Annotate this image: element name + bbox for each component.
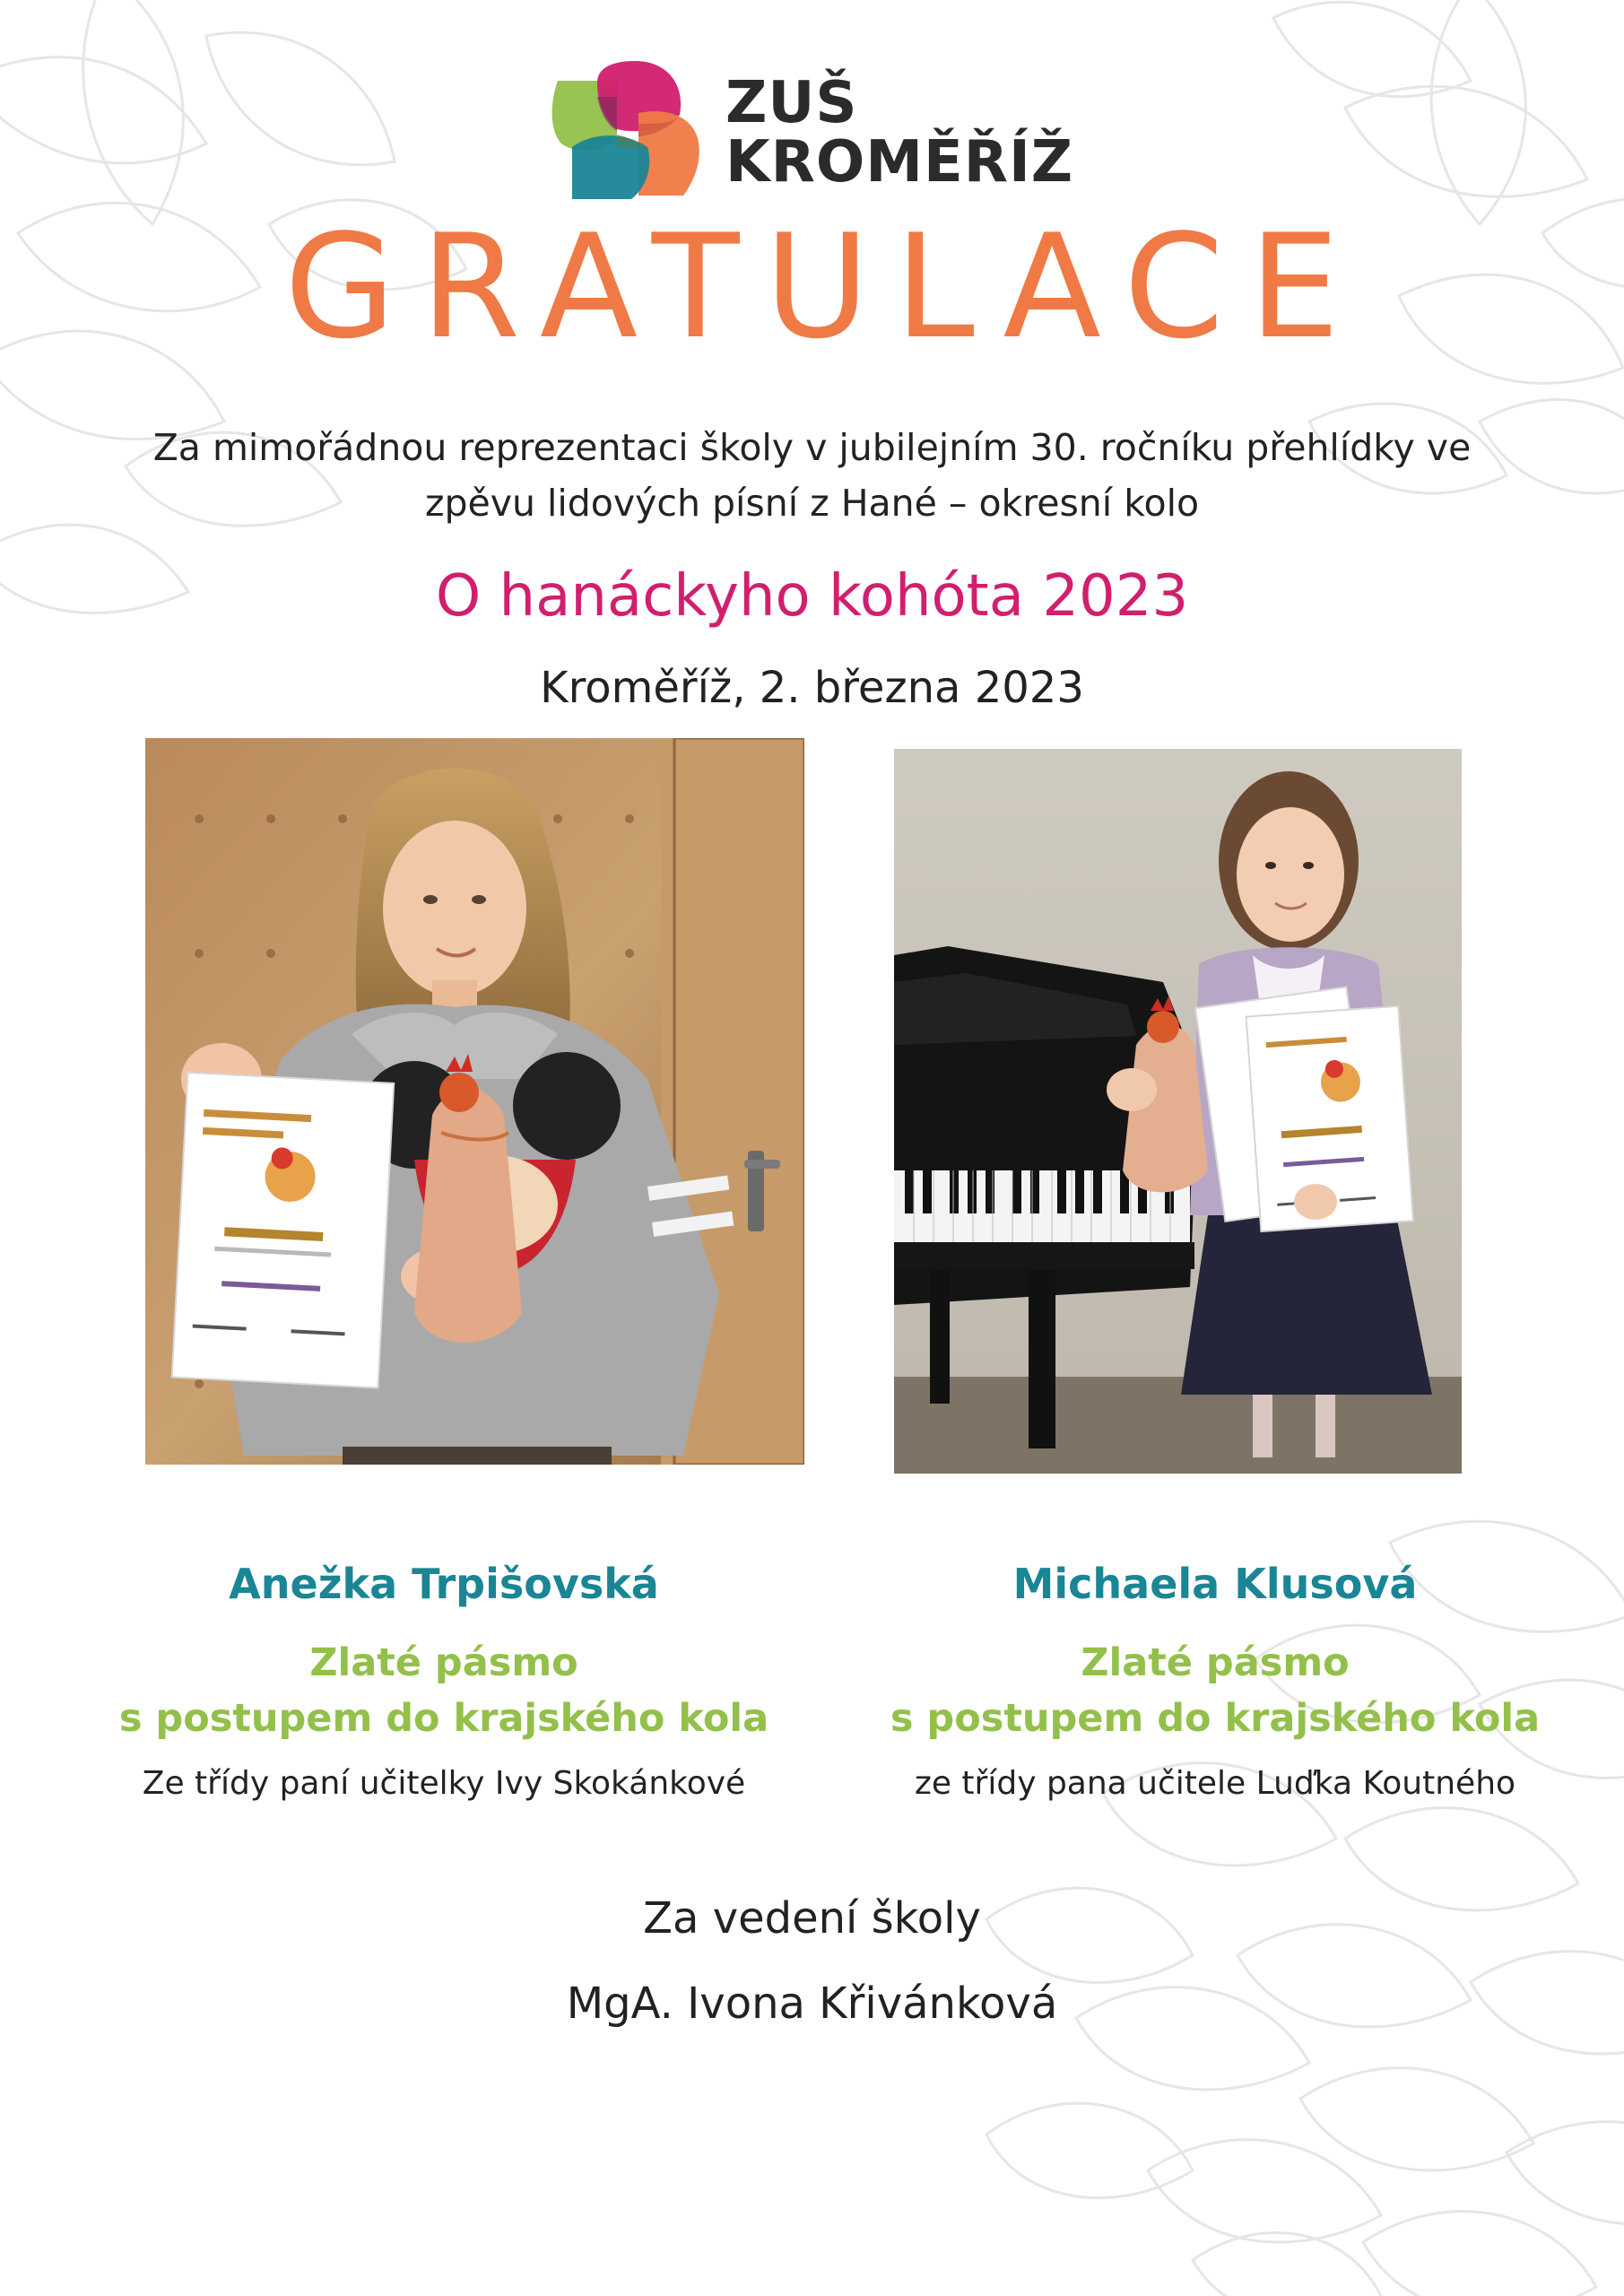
signature-name: MgA. Ivona Křivánková bbox=[566, 1979, 1058, 2029]
intro-line-2: zpěvu lidových písní z Hané – okresní kolo bbox=[424, 482, 1200, 525]
intro-text bbox=[81, 420, 1543, 531]
winner-award bbox=[58, 1635, 829, 1746]
winner-name: Michaela Klusová bbox=[1012, 1560, 1418, 1608]
event-title: O hanáckyho kohóta 2023 bbox=[435, 563, 1189, 630]
student-at-piano-photo bbox=[894, 749, 1462, 1474]
winner-award bbox=[829, 1635, 1601, 1746]
logo-line-2: KROMĚŘÍŽ bbox=[725, 129, 1074, 196]
signature-caption: Za vedení školy bbox=[643, 1893, 981, 1944]
winner-teacher: ze třídy pana učitele Luďka Koutného bbox=[914, 1765, 1516, 1802]
school-logo-text bbox=[725, 70, 1074, 196]
winner-name: Anežka Trpišovská bbox=[229, 1560, 659, 1608]
school-logo bbox=[549, 61, 1087, 204]
event-date: Kroměříž, 2. března 2023 bbox=[540, 663, 1084, 713]
intro-line-1: Za mimořádnou reprezentaci školy v jubilejním 30. ročníku přehlídky ve bbox=[152, 426, 1472, 469]
student-with-diploma-photo bbox=[145, 738, 804, 1465]
winner-card-1 bbox=[58, 1556, 829, 1807]
award-advancement: s postupem do krajského kola bbox=[118, 1696, 769, 1741]
award-level: Zlaté pásmo bbox=[1081, 1640, 1350, 1685]
winner-teacher: Ze třídy paní učitelky Ivy Skokánkové bbox=[142, 1765, 746, 1802]
winner-card-2 bbox=[829, 1556, 1601, 1807]
award-level: Zlaté pásmo bbox=[309, 1640, 578, 1685]
four-petal-flower-logo-icon bbox=[549, 61, 710, 204]
headline: GRATULACE bbox=[284, 203, 1365, 370]
award-advancement: s postupem do krajského kola bbox=[890, 1696, 1541, 1741]
logo-line-1: ZUŠ bbox=[725, 70, 858, 136]
